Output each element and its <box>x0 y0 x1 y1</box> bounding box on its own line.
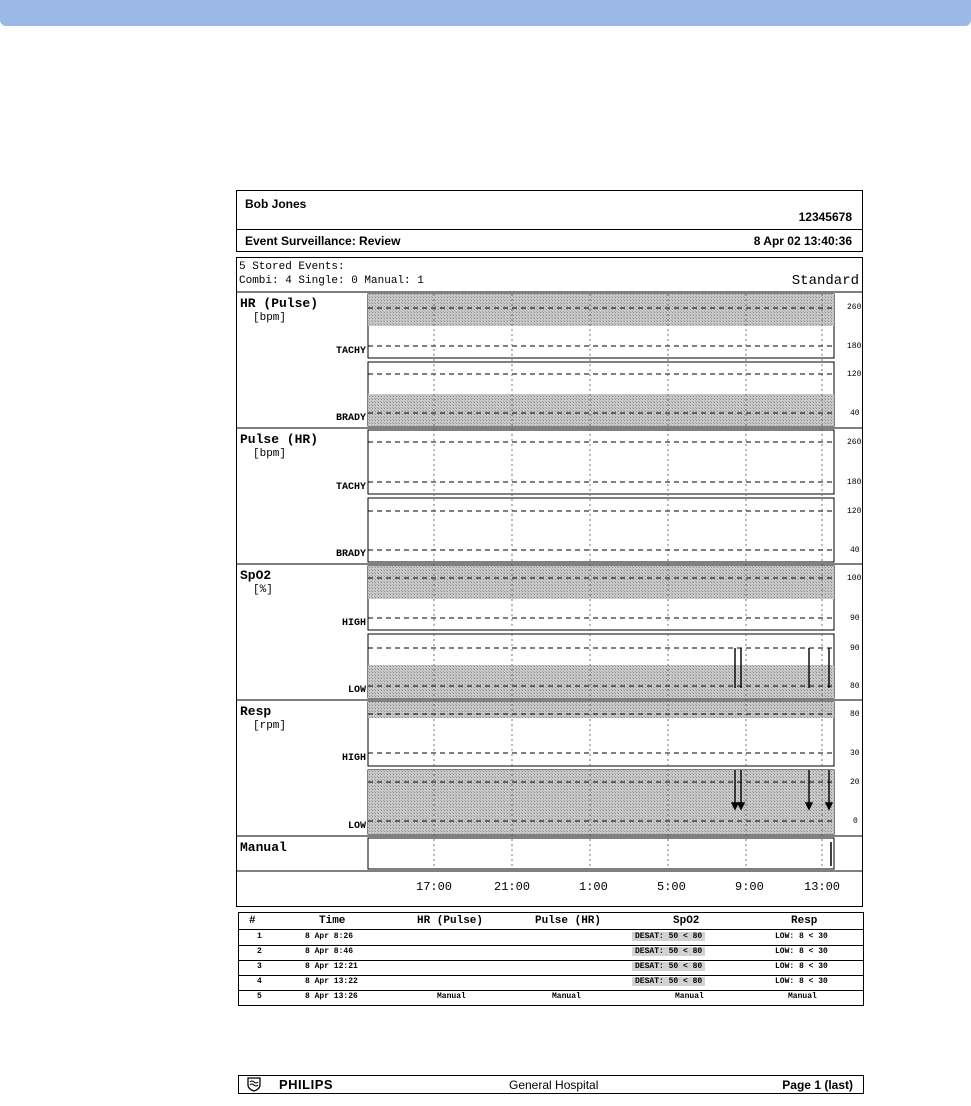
panel-unit-pulse-hr: [bpm] <box>253 448 287 460</box>
scale-resp-1: 80 <box>850 710 860 719</box>
philips-shield-icon <box>247 1077 261 1092</box>
panel-unit-hr-pulse: [bpm] <box>253 312 287 324</box>
row-time: 8 Apr 12:21 <box>305 962 358 971</box>
row-time: 8 Apr 13:22 <box>305 977 358 986</box>
row-num: 4 <box>257 977 262 986</box>
table-header <box>239 913 863 930</box>
panel-title-hr-pulse: HR (Pulse) <box>240 296 319 311</box>
panel-unit-resp: [rpm] <box>253 720 287 732</box>
time-tick-0: 17:00 <box>416 880 453 894</box>
manual-label: Manual <box>240 840 287 855</box>
col-time: Time <box>319 915 346 927</box>
scale-spo2-4: 80 <box>850 682 860 691</box>
time-tick-3: 5:00 <box>657 880 686 894</box>
row-spo2: DESAT: 50 < 80 <box>632 932 705 941</box>
scale-hr-1: 260 <box>847 303 862 312</box>
scale-hr-4: 40 <box>850 409 860 418</box>
display-mode: Standard <box>791 273 859 289</box>
scale-pulse-3: 120 <box>847 507 862 516</box>
time-tick-4: 9:00 <box>735 880 764 894</box>
row-resp: LOW: 8 < 30 <box>775 932 828 941</box>
page-footer <box>238 1075 864 1094</box>
row-resp: Manual <box>788 992 817 1001</box>
hospital-name: General Hospital <box>509 1078 599 1092</box>
scale-resp-3: 20 <box>850 778 860 787</box>
panel-spo2 <box>368 566 834 698</box>
panel-upper-spo2: HIGH <box>341 618 366 629</box>
report-title: Event Surveillance: Review <box>245 234 401 248</box>
report-datetime: 8 Apr 02 13:40:36 <box>753 234 852 248</box>
scale-hr-2: 180 <box>847 342 862 351</box>
panel-upper-pulse-hr: TACHY <box>335 482 366 493</box>
panel-title-resp: Resp <box>240 704 272 719</box>
panel-lower-resp: LOW <box>347 821 366 832</box>
row-num: 5 <box>257 992 262 1001</box>
table-row <box>239 930 863 946</box>
panel-upper-hr-pulse: TACHY <box>335 346 366 357</box>
col-spo2: SpO2 <box>673 915 700 927</box>
row-resp: LOW: 8 < 30 <box>775 962 828 971</box>
row-pulse: Manual <box>552 992 581 1001</box>
panel-lower-hr-pulse: BRADY <box>335 413 366 424</box>
time-tick-1: 21:00 <box>494 880 531 894</box>
table-row <box>239 990 863 1005</box>
row-num: 2 <box>257 947 262 956</box>
row-num: 1 <box>257 932 262 941</box>
event-counts: Combi: 4 Single: 0 Manual: 1 <box>239 275 424 287</box>
scale-spo2-1: 100 <box>847 574 862 583</box>
row-num: 3 <box>257 962 262 971</box>
events-table <box>238 912 864 1006</box>
time-tick-5: 13:00 <box>804 880 841 894</box>
scale-pulse-2: 180 <box>847 478 862 487</box>
time-tick-2: 1:00 <box>579 880 608 894</box>
scale-hr-3: 120 <box>847 370 862 379</box>
table-row <box>239 975 863 991</box>
row-spo2: DESAT: 50 < 80 <box>632 977 705 986</box>
row-hr: Manual <box>437 992 466 1001</box>
panel-lower-pulse-hr: BRADY <box>335 549 366 560</box>
patient-id: 12345678 <box>798 210 852 224</box>
row-spo2: DESAT: 50 < 80 <box>632 962 705 971</box>
panel-title-pulse-hr: Pulse (HR) <box>240 432 319 447</box>
row-time: 8 Apr 13:26 <box>305 992 358 1001</box>
page-number: Page 1 (last) <box>782 1078 853 1092</box>
scale-resp-2: 30 <box>850 749 860 758</box>
row-spo2: DESAT: 50 < 80 <box>632 947 705 956</box>
table-row <box>239 960 863 976</box>
panel-unit-spo2: [%] <box>253 584 273 596</box>
table-row <box>239 945 863 961</box>
scale-pulse-1: 260 <box>847 438 862 447</box>
col-resp: Resp <box>791 915 818 927</box>
row-spo2: Manual <box>675 992 704 1001</box>
panel-hr-pulse <box>368 294 834 426</box>
panel-title-spo2: SpO2 <box>240 568 272 583</box>
philips-logo: PHILIPS <box>279 1077 334 1092</box>
row-resp: LOW: 8 < 30 <box>775 947 828 956</box>
col-hr: HR (Pulse) <box>417 915 484 927</box>
panel-pulse-hr <box>368 430 834 562</box>
scale-resp-4: 0 <box>853 817 858 826</box>
row-time: 8 Apr 8:46 <box>305 947 354 956</box>
stored-events: 5 Stored Events: <box>239 261 345 273</box>
panel-resp <box>368 702 834 834</box>
panel-upper-resp: HIGH <box>341 753 366 764</box>
scale-spo2-2: 90 <box>850 614 860 623</box>
patient-name: Bob Jones <box>245 197 307 211</box>
scale-spo2-3: 90 <box>850 644 860 653</box>
col-pulse: Pulse (HR) <box>535 915 602 927</box>
scale-pulse-4: 40 <box>850 546 860 555</box>
row-time: 8 Apr 8:26 <box>305 932 354 941</box>
panel-lower-spo2: LOW <box>347 685 366 696</box>
col-num: # <box>249 915 256 927</box>
row-resp: LOW: 8 < 30 <box>775 977 828 986</box>
